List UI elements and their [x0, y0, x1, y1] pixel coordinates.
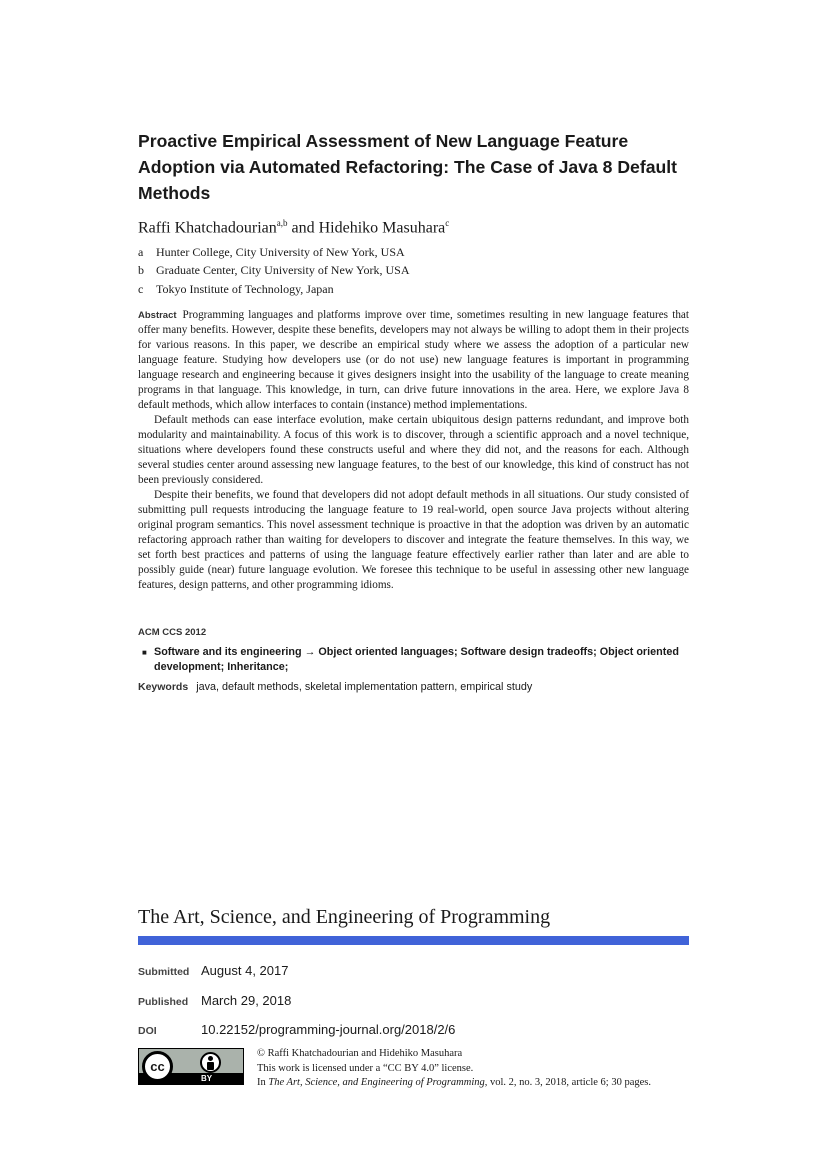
- license-line: This work is licensed under a “CC BY 4.0” license.: [257, 1062, 474, 1074]
- published-date: March 29, 2018: [201, 993, 292, 1008]
- affiliation-text: Hunter College, City University of New York, USA: [156, 245, 405, 259]
- affiliation-a: [138, 245, 405, 260]
- person-body: [207, 1062, 214, 1070]
- ccs-label: ACM CCS 2012: [138, 627, 207, 638]
- affiliation-c: [138, 282, 334, 297]
- cc-by-license-badge[interactable]: [138, 1048, 244, 1085]
- abstract: [138, 308, 689, 593]
- author-name: Raffi Khatchadourian: [138, 219, 277, 237]
- person-head: [208, 1056, 213, 1061]
- abstract-paragraph: Despite their benefits, we found that developers did not adopt default methods in all situations. Our study consisted of submitting pull requests introducing the language feature to 19 real-world, open source Java projects without altering original program semantics. This novel assessment technique is proactive in that the adoption was driven by an automatic refactoring approach rather than waiting for developers to discover and integrate the feature themselves. In this way, we set forth best practices and patterns of using the language feature effectively earlier rather than later and are able to possibly guide (near) future language evolution. We foresee this technique to be useful in assessing other new language features, design patterns, and other programming idioms.: [138, 489, 689, 591]
- author-connector: and: [287, 219, 319, 237]
- doi-link[interactable]: 10.22152/programming-journal.org/2018/2/6: [201, 1022, 456, 1037]
- author-affiliation-marker: c: [445, 218, 450, 228]
- by-label: BY: [201, 1074, 213, 1083]
- author-affiliation-marker: a,b: [276, 218, 288, 228]
- citation-line: [257, 1076, 651, 1091]
- author-name: Hidehiko Masuhara: [318, 219, 446, 237]
- abstract-text: Programming languages and platforms improve over time, sometimes resulting in new language features that offer many benefits. However, despite these benefits, developers may not always be willing to adopt them in their projects for various reasons. In this paper, we describe an empirical study where we assess the adoption of a particular new language feature. Studying how developers use (or do not use) new language features is important in programming language research and engineering because it gives designers insight into the usability of the language to create meaning programs in that language. This knowledge, in turn, can drive future innovations in the area. Here, we explore Java 8 default methods, which allow interfaces to contain (instance) method implementations.: [138, 309, 689, 411]
- creative-commons-icon: cc: [142, 1051, 173, 1082]
- keywords-text: java, default methods, skeletal implementation pattern, empirical study: [196, 681, 533, 693]
- submitted-date: August 4, 2017: [201, 963, 289, 978]
- abstract-label: Abstract: [138, 310, 177, 321]
- affiliation-letter: a: [138, 245, 144, 259]
- citation-journal: The Art, Science, and Engineering of Programming: [268, 1077, 485, 1088]
- doi-label: DOI: [138, 1025, 157, 1037]
- affiliation-letter: c: [138, 282, 144, 296]
- paper-title: Proactive Empirical Assessment of New Language Feature Adoption via Automated Refactoring: The Case of Java 8 Default Methods: [138, 131, 677, 203]
- citation-suffix: , vol. 2, no. 3, 2018, article 6; 30 pages.: [484, 1077, 651, 1088]
- bullet-icon: ■: [142, 648, 147, 657]
- published-label: Published: [138, 996, 189, 1008]
- abstract-paragraph: [138, 308, 689, 413]
- keywords: [138, 681, 532, 693]
- keywords-label: Keywords: [138, 681, 189, 693]
- journal-name: The Art, Science, and Engineering of Programming: [138, 906, 551, 928]
- affiliation-text: Graduate Center, City University of New York, USA: [156, 263, 410, 277]
- ccs-concept-text: Software and its engineering → Object oriented languages; Software design tradeoffs; Object oriented development; Inheritance;: [154, 646, 679, 673]
- affiliation-b: [138, 263, 410, 278]
- abstract-paragraph: Default methods can ease interface evolution, make certain ubiquitous design patterns redundant, and improve both modularity and maintainability. A focus of this work is to discover, through a scientific approach and a novel technique, situations where developers found these constructs useful and where they did not, and the reasons for each. Although several studies center around assessing new language features, to the best of our knowledge, this kind of construct has not been previously considered.: [138, 414, 689, 486]
- author-line: [138, 218, 449, 237]
- license-notice: [257, 1047, 651, 1091]
- affiliation-letter: b: [138, 263, 144, 277]
- affiliation-text: Tokyo Institute of Technology, Japan: [156, 282, 334, 296]
- citation-prefix: In: [257, 1077, 269, 1088]
- journal-divider-bar: [138, 936, 689, 945]
- submitted-label: Submitted: [138, 966, 190, 978]
- attribution-person-icon: [200, 1052, 221, 1073]
- copyright-line: © Raffi Khatchadourian and Hidehiko Masuhara: [257, 1048, 463, 1059]
